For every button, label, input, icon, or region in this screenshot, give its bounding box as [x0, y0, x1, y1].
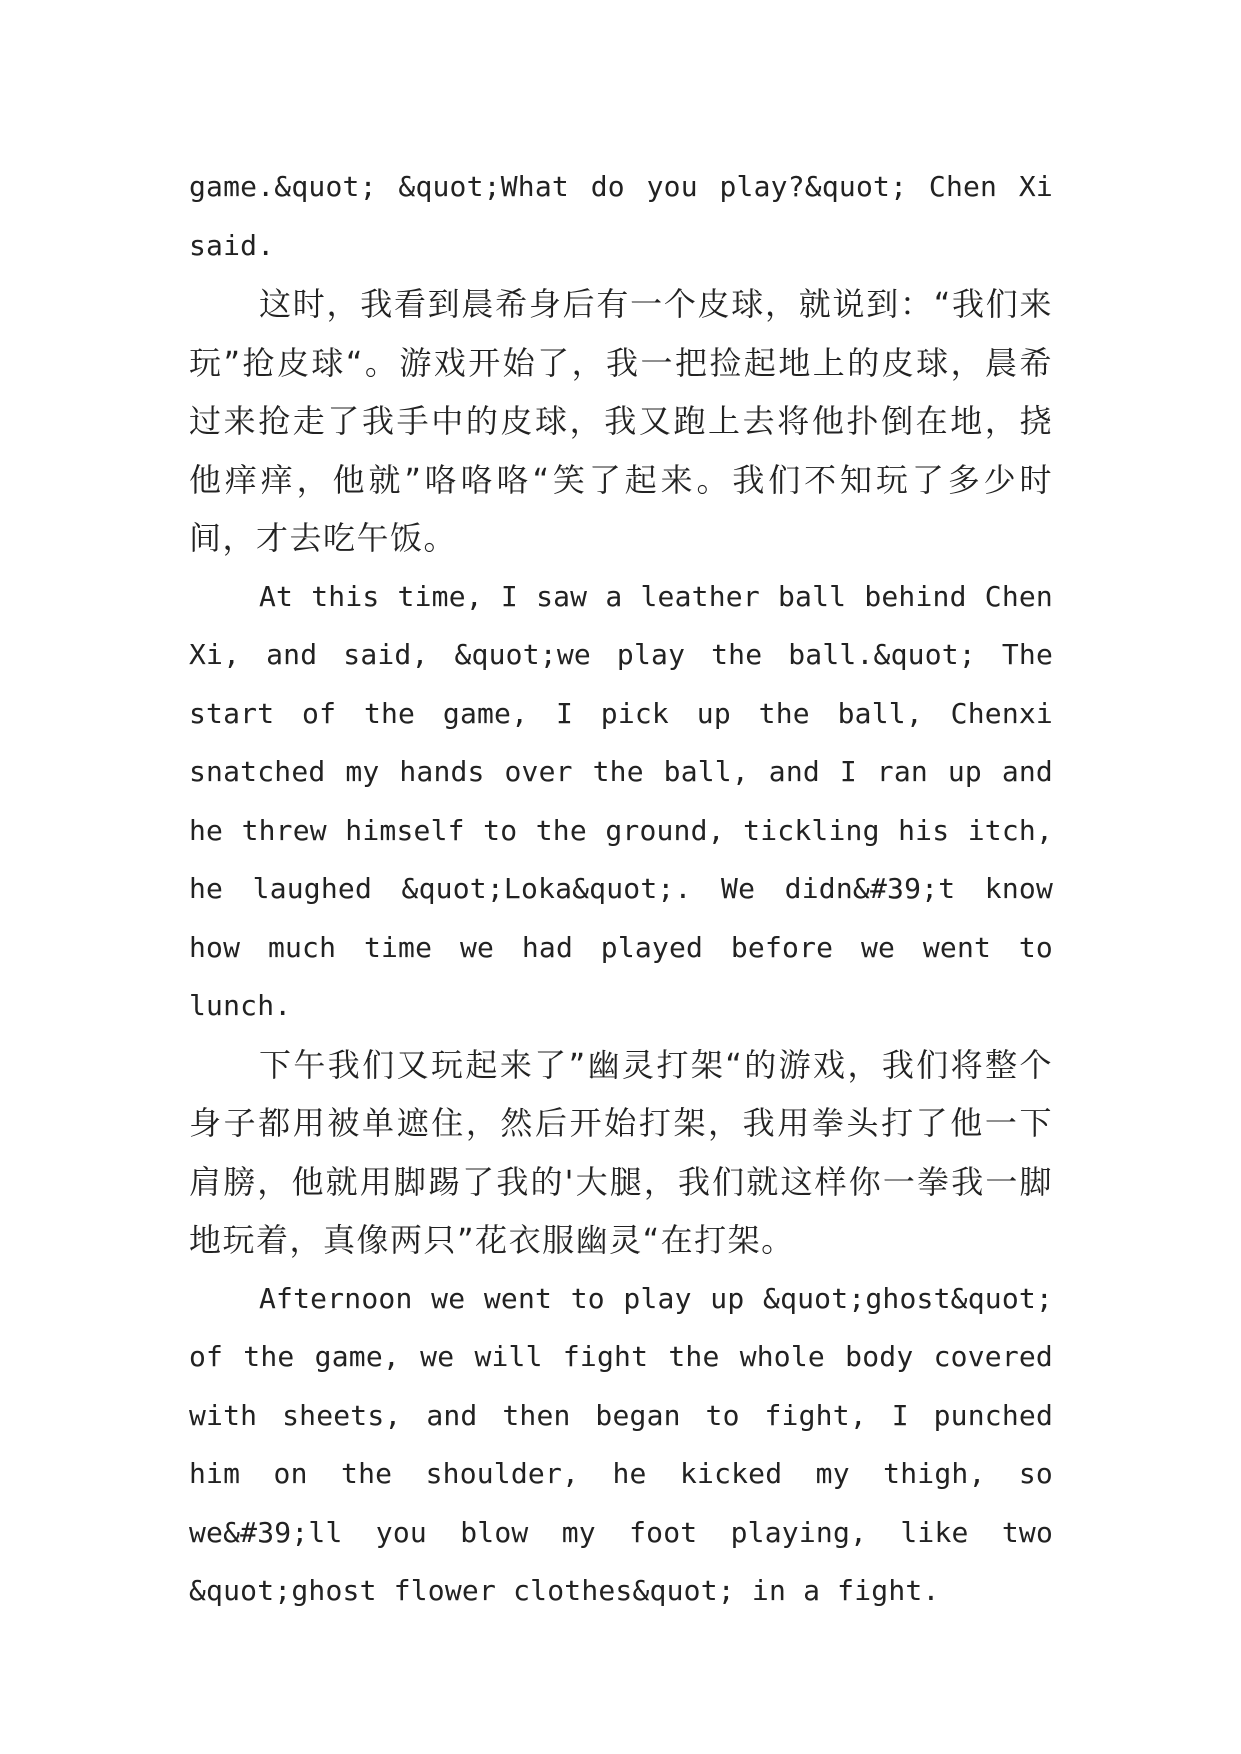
paragraph-ball-game-chinese: 这时，我看到晨希身后有一个皮球，就说到：“我们来玩”抢皮球“。游戏开始了，我一把捡起地上的皮球，晨希过来抢走了我手中的皮球，我又跑上去将他扑倒在地，挠他痒痒，他就”咯咯咯“笑了起来。我们不知玩了多少时间，才去吃午饭。: [189, 285, 1053, 557]
paragraph-ball-game-english: At this time, I saw a leather ball behind Chen Xi, and said, &quot;we play the ball.&quot; The start of the game, I pick up the ball, Chenxi snatched my hands over the ball, and I ran up and he threw himself to the ground, tickling his itch, he laughed &quot;Loka&quot;. We didn&#39;t know how much time we had played before we went to lunch.: [189, 579, 1053, 1022]
paragraph-ghost-fight-english: Afternoon we went to play up &quot;ghost&quot; of the game, we will fight the whole body covered with sheets, and then began to fight, I punched him on the shoulder, he kicked my thigh, so we&#39;ll you blow my foot playing, like two &quot;ghost flower clothes&quot; in a fight.: [189, 1281, 1053, 1607]
paragraph-dialogue-end: game.&quot; &quot;What do you play?&quot; Chen Xi said.: [189, 170, 1053, 262]
paragraph-ghost-fight-chinese: 下午我们又玩起来了”幽灵打架“的游戏，我们将整个身子都用被单遮住，然后开始打架，我用拳头打了他一下肩膀，他就用脚踢了我的'大腿，我们就这样你一拳我一脚地玩着，真像两只”花衣服幽灵“在打架。: [189, 1045, 1053, 1259]
document-body: [189, 158, 1053, 1621]
